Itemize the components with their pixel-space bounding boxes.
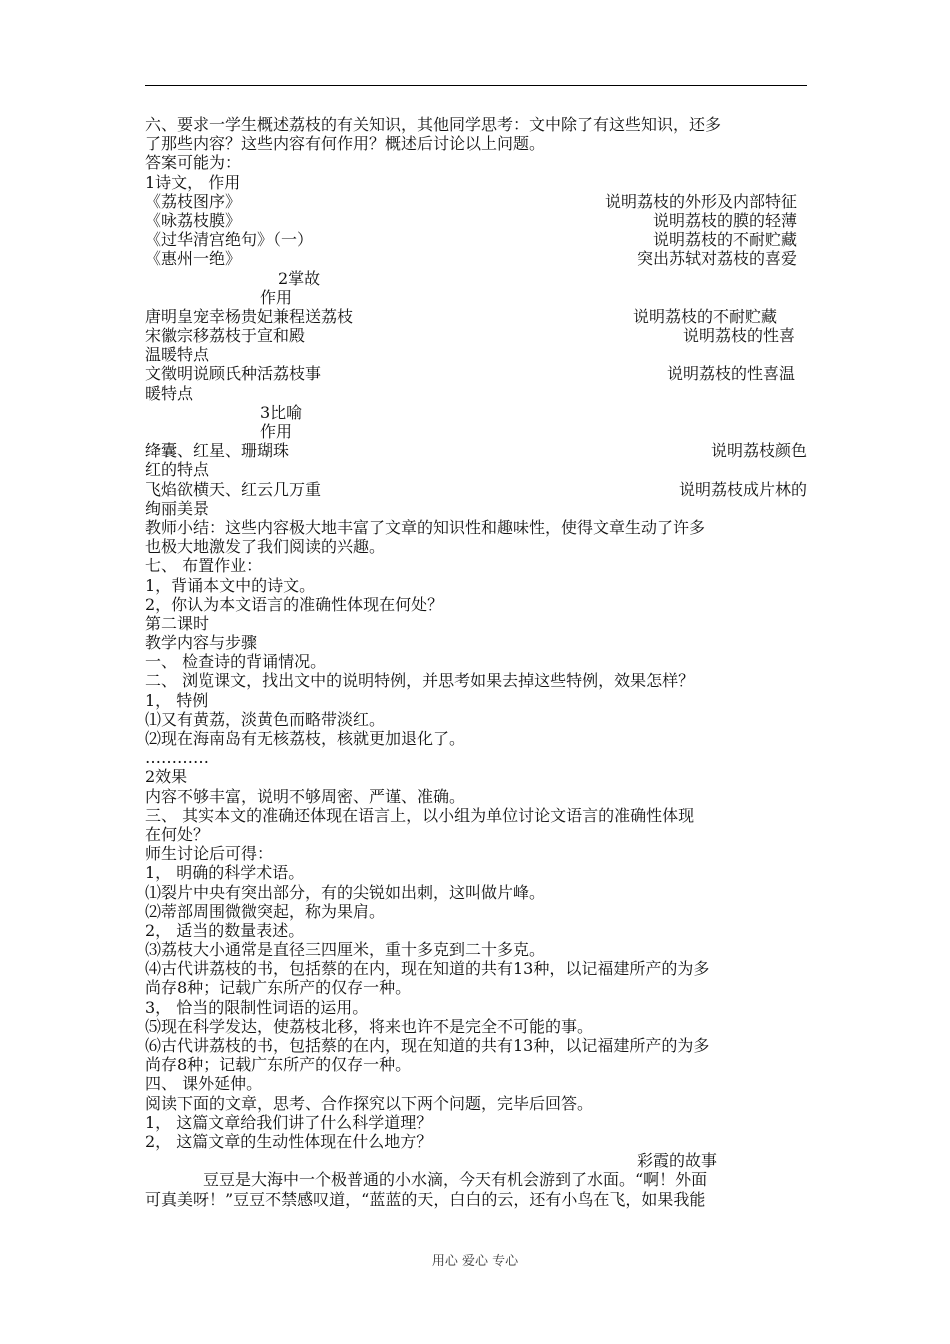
metaphor-text: 绛囊、红星、珊瑚珠 (145, 441, 290, 461)
text-line: 阅读下面的文章，思考、合作探究以下两个问题，完毕后回答。 (145, 1093, 594, 1113)
text-line: 七、 布置作业： (145, 556, 263, 576)
poem-function: 突出苏轼对荔枝的喜爱 (636, 249, 797, 269)
poem-title: 《惠州一绝》 (145, 249, 242, 269)
text-line: ⑴裂片中央有突出部分，有的尖锐如出刺，这叫做片峰。 (145, 882, 546, 902)
document-body (145, 115, 807, 1209)
text-line: 在何处？ (145, 824, 210, 844)
text-line: 第二课时 (145, 613, 210, 633)
metaphor-function-cont: 红的特点 (145, 460, 210, 480)
metaphor-row (145, 441, 807, 460)
text-line: ⑷古代讲荔枝的书，包括蔡的在内，现在知道的共有13种，以记福建所产的为多 (145, 959, 710, 979)
story-line: 豆豆是大海中一个极普通的小水滴，今天有机会游到了水面。“啊！外面 (203, 1170, 708, 1190)
text-line: 一、 检查诗的背诵情况。 (145, 652, 327, 672)
text-line: 三、 其实本文的准确还体现在语言上，以小组为单位讨论文语言的准确性体现 (145, 805, 695, 825)
text-line: 3， 恰当的限制性词语的运用。 (145, 997, 369, 1017)
text-line: 1诗文， 作用 (145, 172, 241, 192)
story-line: 可真美呀！”豆豆不禁感叹道，“蓝蓝的天，白白的云，还有小鸟在飞，如果我能 (145, 1189, 706, 1209)
text-line: 2，你认为本文语言的准确性体现在何处？ (145, 594, 444, 614)
text-line: ⑸现在科学发达，使荔枝北移，将来也许不是完全不可能的事。 (145, 1016, 594, 1036)
story-row (145, 326, 807, 345)
poem-row (145, 211, 807, 230)
poem-title: 《荔枝图序》 (145, 191, 242, 211)
text-line: 内容不够丰富，说明不够周密、严谨、准确。 (145, 786, 466, 806)
text-line: 1， 特例 (145, 690, 209, 710)
text-line: 答案可能为： (145, 153, 242, 173)
metaphor-text: 飞焰欲横天、红云几万重 (145, 479, 322, 499)
text-line: 师生讨论后可得： (145, 844, 274, 864)
text-line: 1， 明确的科学术语。 (145, 863, 305, 883)
text-line: ⑶荔枝大小通常是直径三四厘米，重十多克到二十多克。 (145, 940, 546, 960)
story-text: 宋徽宗移荔枝于宣和殿 (145, 326, 306, 346)
text-line: ⑹古代讲荔枝的书，包括蔡的在内，现在知道的共有13种，以记福建所产的为多 (145, 1036, 710, 1055)
text-line: 六、要求一学生概述荔枝的有关知识，其他同学思考：文中除了有这些知识，还多 (145, 115, 722, 134)
story-row (145, 364, 807, 383)
text-line: 教师小结：这些内容极大地丰富了文章的知识性和趣味性，使得文章生动了许多 (145, 517, 706, 537)
section-heading: 2掌故 (278, 268, 321, 288)
poem-function: 说明荔枝的外形及内部特征 (604, 191, 797, 211)
section-subheading: 作用 (260, 422, 293, 441)
text-line: 2， 这篇文章的生动性体现在什么地方？ (145, 1131, 433, 1151)
text-line: 尚存8种；记载广东所产的仅存一种。 (145, 1055, 412, 1075)
poem-title: 《过华清宫绝句》（一） (145, 230, 314, 250)
poem-function: 说明荔枝的膜的轻薄 (652, 210, 797, 230)
story-text: 文徵明说顾氏种活荔枝事 (145, 364, 322, 384)
poem-row (145, 249, 807, 268)
poem-title: 《咏荔枝膜》 (145, 210, 242, 230)
text-line: ⑵蒂部周围微微突起，称为果肩。 (145, 901, 386, 921)
text-line: 1，背诵本文中的诗文。 (145, 575, 316, 595)
text-line: 2， 适当的数量表述。 (145, 920, 305, 940)
text-line: ⑵现在海南岛有无核荔枝，核就更加退化了。 (145, 729, 466, 748)
story-row (145, 307, 807, 326)
metaphor-function: 说明荔枝成片林的 (678, 479, 807, 499)
text-line: 尚存8种；记载广东所产的仅存一种。 (145, 978, 412, 998)
story-function: 说明荔枝的不耐贮藏 (632, 306, 777, 326)
story-title: 彩霞的故事 (636, 1151, 717, 1171)
text-line: 了那些内容？这些内容有何作用？概述后讨论以上问题。 (145, 134, 546, 154)
poem-row (145, 230, 807, 249)
story-function: 说明荔枝的性喜 (682, 326, 795, 346)
header-rule (145, 85, 807, 86)
story-function-cont: 温暖特点 (145, 345, 210, 365)
section-subheading: 作用 (260, 287, 293, 307)
text-line: 也极大地激发了我们阅读的兴趣。 (145, 537, 386, 557)
poem-function: 说明荔枝的不耐贮藏 (652, 230, 797, 250)
metaphor-row (145, 480, 807, 499)
text-line: 2效果 (145, 767, 188, 787)
text-line: ⑴又有黄荔，淡黄色而略带淡红。 (145, 709, 386, 729)
poem-row (145, 192, 807, 211)
metaphor-function: 说明荔枝颜色 (710, 441, 807, 461)
text-line: 二、 浏览课文，找出文中的说明特例，并思考如果去掉这些特例，效果怎样？ (145, 671, 695, 691)
story-function-cont: 暖特点 (145, 383, 194, 403)
story-text: 唐明皇宠幸杨贵妃兼程送荔枝 (145, 306, 354, 326)
story-function: 说明荔枝的性喜温 (666, 364, 795, 384)
text-line: 四、 课外延伸。 (145, 1074, 263, 1094)
page-footer: 用心 爱心 专心 (431, 1254, 519, 1269)
section-heading: 3比喻 (260, 402, 303, 422)
metaphor-function-cont: 绚丽美景 (145, 498, 210, 518)
text-line: ………… (145, 748, 209, 768)
text-line: 1， 这篇文章给我们讲了什么科学道理？ (145, 1112, 433, 1132)
text-line: 教学内容与步骤 (145, 633, 258, 653)
